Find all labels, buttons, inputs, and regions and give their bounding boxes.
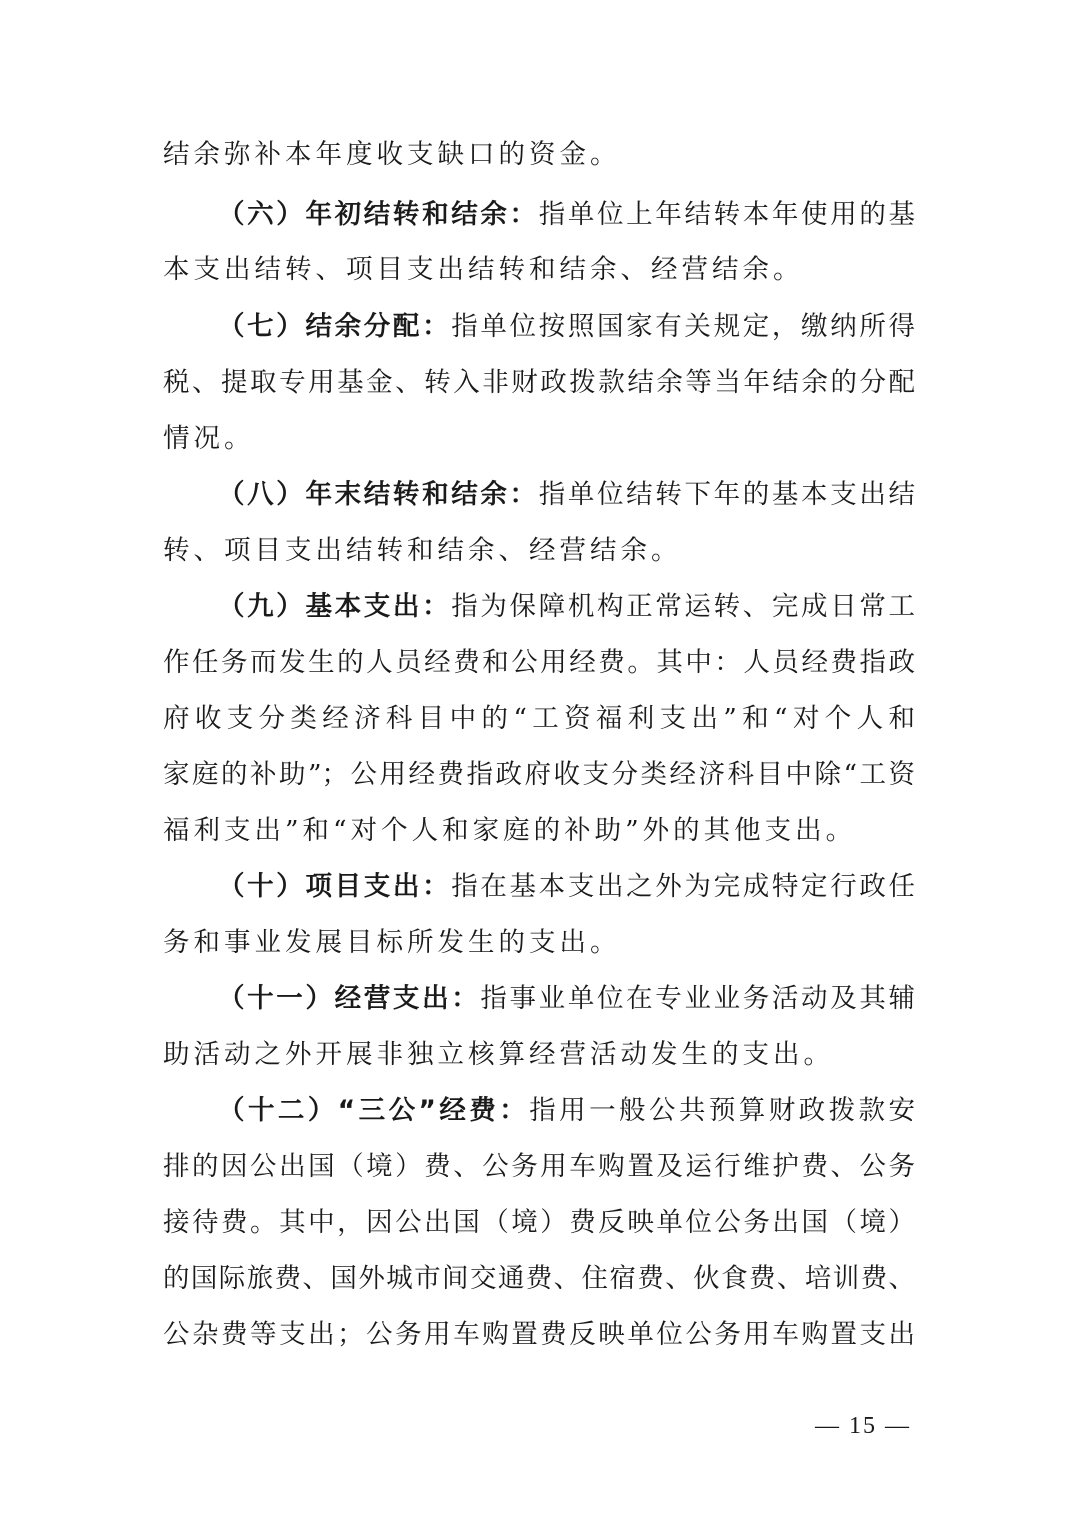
text-line: 转、项目支出结转和结余、经营结余。 [163, 535, 682, 566]
section-heading: （十一）经营支出： [218, 983, 481, 1014]
text-line: 排的因公出国（境）费、公务用车购置及运行维护费、公务 [163, 1151, 915, 1182]
text-line: 情况。 [163, 423, 255, 454]
text-line: 的国际旅费、国外城市间交通费、住宿费、伙食费、培训费、 [163, 1263, 915, 1294]
section-heading: （十二）“三公”经费： [218, 1095, 530, 1126]
text-line: 公杂费等支出；公务用车购置费反映单位公务用车购置支出 [163, 1319, 915, 1350]
text-line: （十一）经营支出：指事业单位在专业业务活动及其辅 [218, 983, 916, 1014]
text-line: 助活动之外开展非独立核算经营活动发生的支出。 [163, 1039, 834, 1070]
section-heading: （十）项目支出： [218, 871, 452, 902]
text-line: 作任务而发生的人员经费和公用经费。其中：人员经费指政 [163, 647, 915, 678]
text-line: （九）基本支出：指为保障机构正常运转、完成日常工 [218, 591, 916, 622]
text-line: （十二）“三公”经费：指用一般公共预算财政拨款安 [218, 1095, 916, 1126]
text-line: （七）结余分配：指单位按照国家有关规定，缴纳所得 [218, 311, 916, 342]
text-line: 福利支出”和“对个人和家庭的补助”外的其他支出。 [163, 815, 857, 846]
text-line: 家庭的补助”；公用经费指政府收支分类经济科目中除“工资 [163, 759, 915, 790]
text-line: 接待费。其中，因公出国（境）费反映单位公务出国（境） [163, 1207, 915, 1238]
text-line: 结余弥补本年度收支缺口的资金。 [163, 139, 621, 170]
page-number: — 15 — [815, 1413, 911, 1439]
section-heading: （九）基本支出： [218, 591, 452, 622]
text-line: 务和事业发展目标所发生的支出。 [163, 927, 621, 958]
text-line: 税、提取专用基金、转入非财政拨款结余等当年结余的分配 [163, 367, 915, 398]
text-line: （十）项目支出：指在基本支出之外为完成特定行政任 [218, 871, 916, 902]
section-heading: （六）年初结转和结余： [218, 199, 539, 230]
text-line: （八）年末结转和结余：指单位结转下年的基本支出结 [218, 479, 916, 510]
section-heading: （七）结余分配： [218, 311, 452, 342]
section-heading: （八）年末结转和结余： [218, 479, 539, 510]
text-line: 本支出结转、项目支出结转和结余、经营结余。 [163, 254, 804, 285]
text-line: 府收支分类经济科目中的“工资福利支出”和“对个人和 [163, 703, 915, 734]
text-line: （六）年初结转和结余：指单位上年结转本年使用的基 [218, 199, 916, 230]
